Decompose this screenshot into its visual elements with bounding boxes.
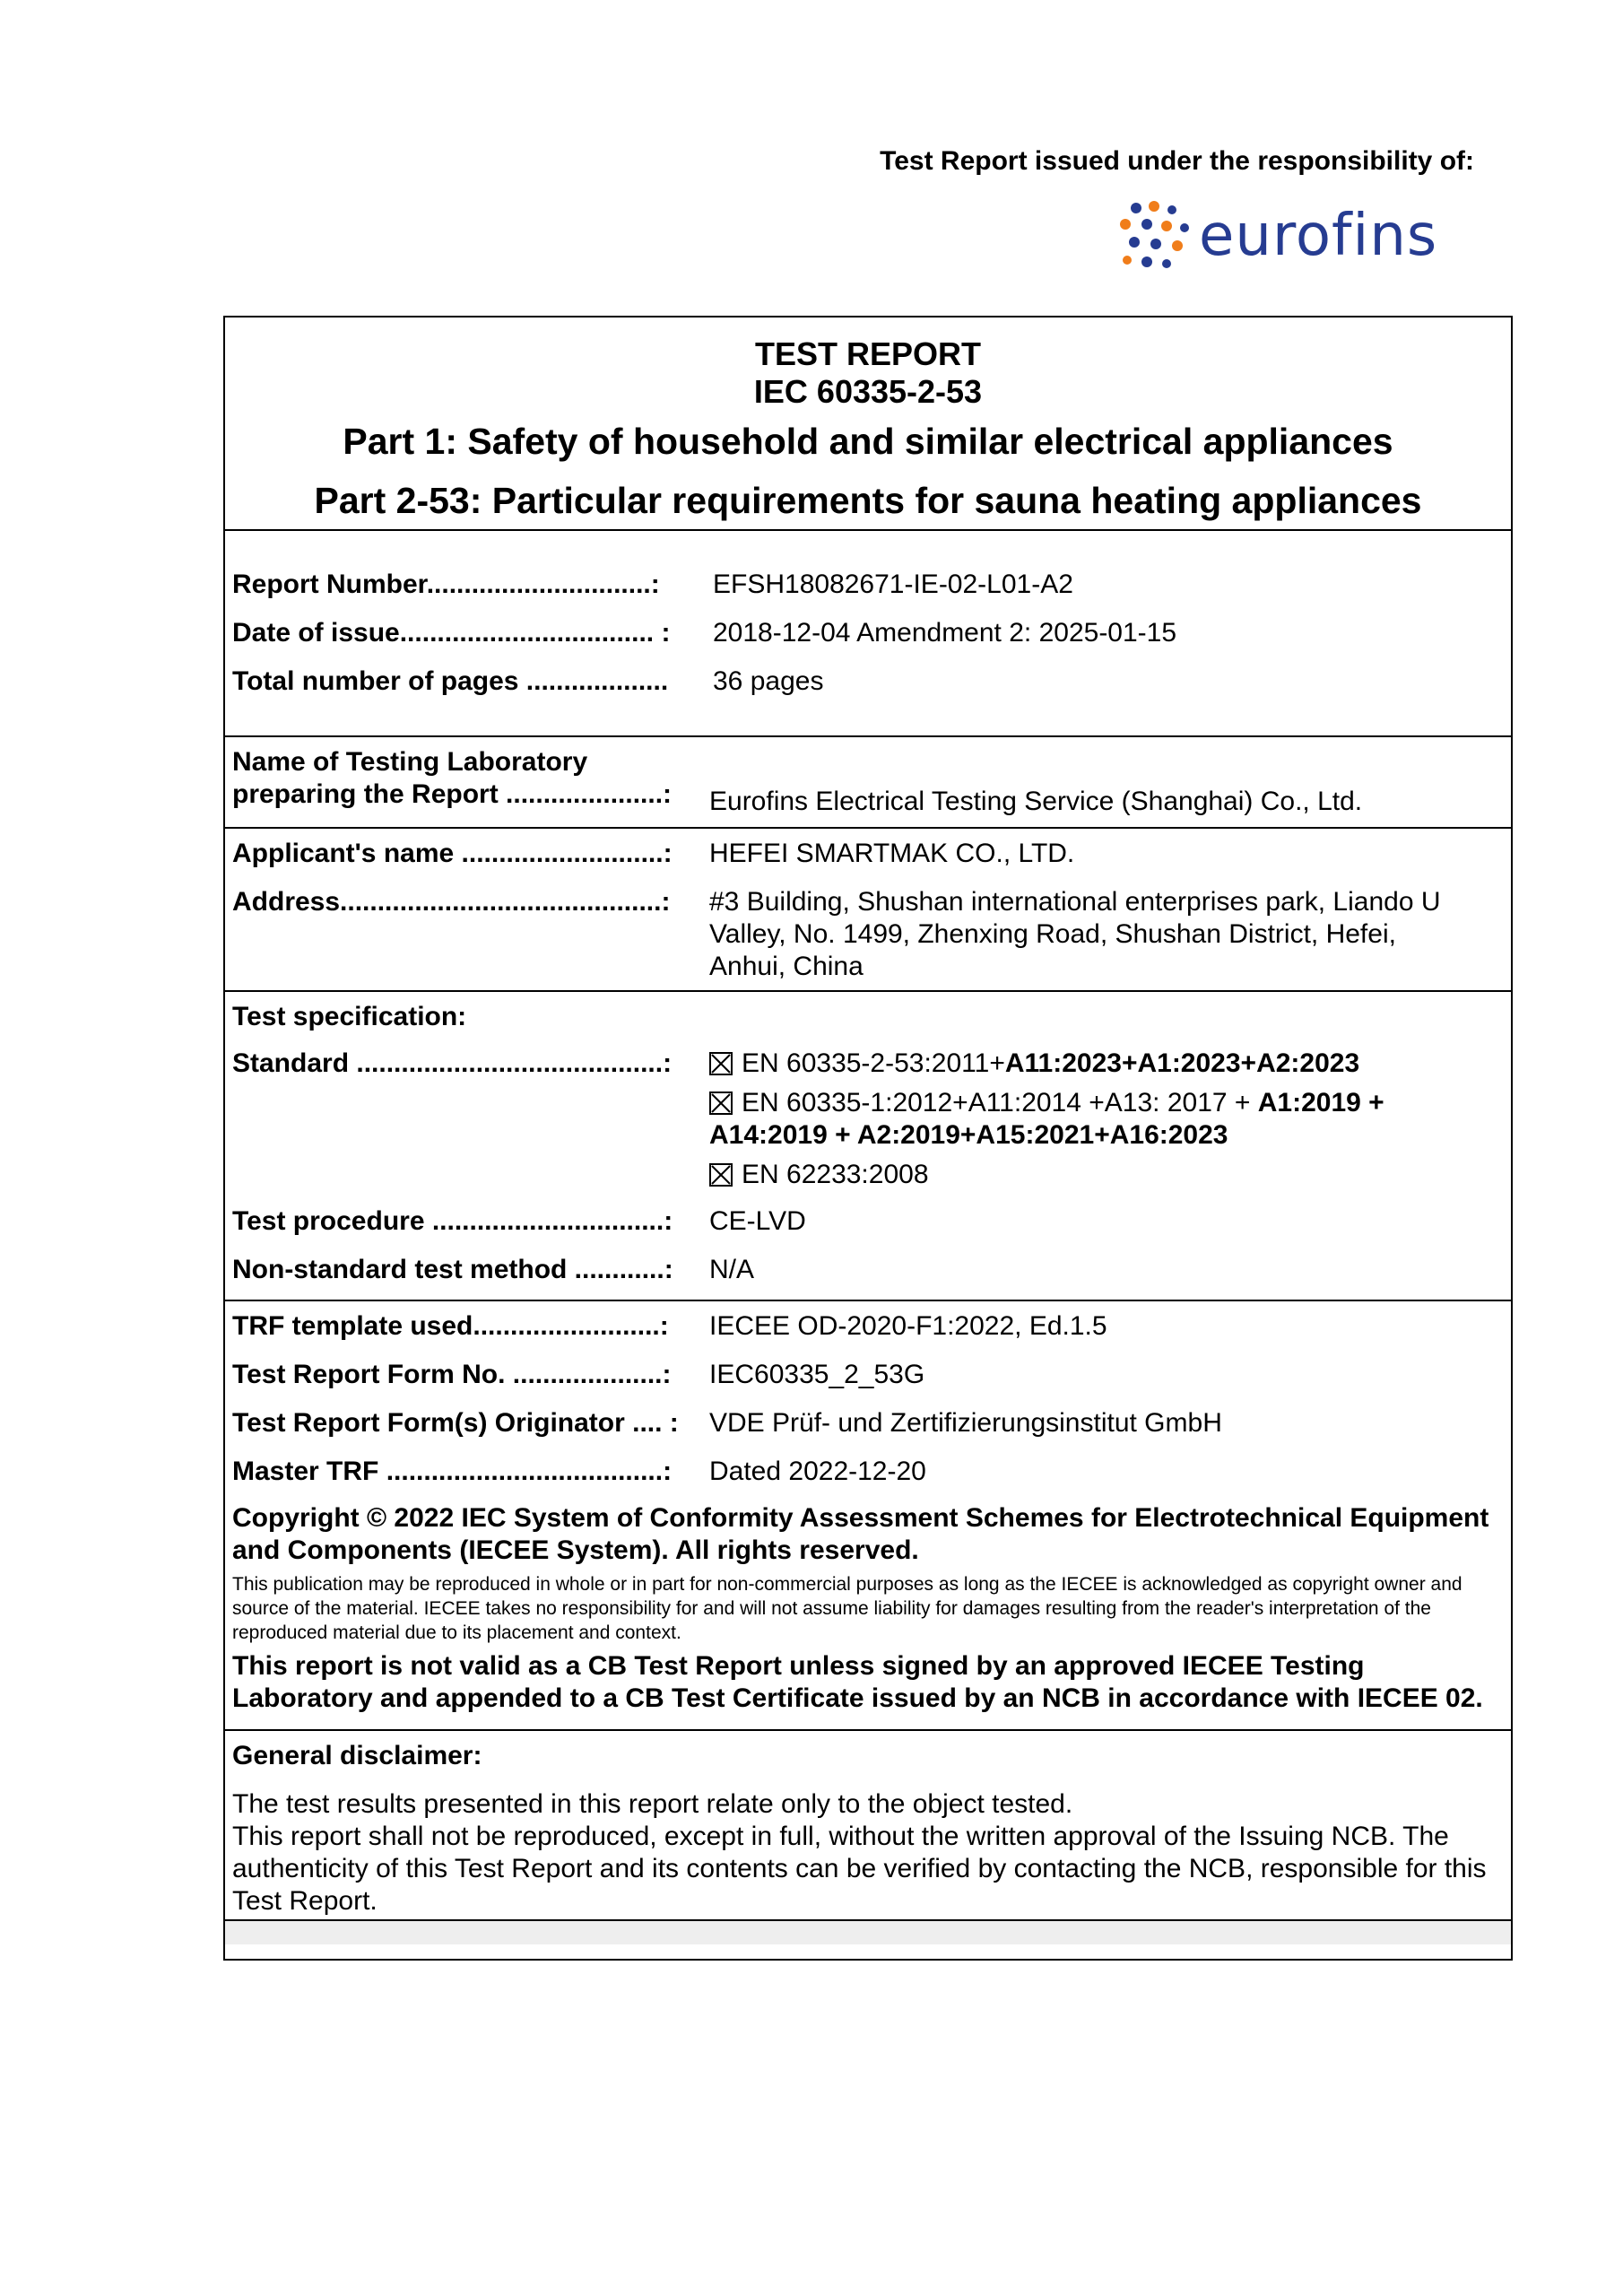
- title-block: [225, 317, 1511, 531]
- standard-label: Standard .........................................:: [232, 1048, 673, 1078]
- master-trf-value: Dated 2022-12-20: [709, 1457, 926, 1486]
- standard-3-text: EN 62233:2008: [742, 1160, 929, 1189]
- validity-notice: This report is not valid as a CB Test Report unless signed by an approved IECEE Testing Laboratory and appended to a CB Test Certificate issued by an NCB in accordance with IECEE 02.: [232, 1651, 1483, 1713]
- lab-label-line2: preparing the Report .....................:: [232, 779, 673, 809]
- test-report-form-label: Test Report Form No. ....................:: [232, 1360, 672, 1389]
- trf-section: [225, 1301, 1511, 1731]
- standard-item-3: [709, 1159, 1511, 1191]
- eurofins-logo: [1116, 199, 1480, 273]
- address-line-1: #3 Building, Shushan international enterprises park, Liando U: [709, 887, 1441, 917]
- title-test-report: TEST REPORT: [754, 335, 982, 372]
- title-part-1: Part 1: Safety of household and similar electrical appliances: [343, 421, 1393, 462]
- publication-note: This publication may be reproduced in whole or in part for non-commercial purposes as long as the IECEE is acknowledged as copyright owner and source of the material. IECEE takes no responsibility for and will not assume liability for damages resulting from the reader's interpretation of the reproduced material due to its placement and context.: [232, 1574, 1462, 1643]
- address-value: [691, 886, 1511, 983]
- disclaimer-section: [225, 1731, 1511, 1921]
- checked-box-icon: [709, 1091, 733, 1115]
- lab-label-line1: Name of Testing Laboratory: [232, 747, 588, 777]
- standard-1-amendments: A11:2023+A1:2023+A2:2023: [1004, 1048, 1360, 1078]
- form-originator-label: Test Report Form(s) Originator .... :: [232, 1408, 679, 1438]
- address-line-2: Valley, No. 1499, Zhenxing Road, Shushan District, Hefei,: [709, 919, 1396, 949]
- master-trf-label: Master TRF .....................................:: [232, 1457, 673, 1486]
- trf-template-value: IECEE OD-2020-F1:2022, Ed.1.5: [709, 1311, 1107, 1341]
- report-number-label: Report Number..............................:: [232, 570, 660, 599]
- table-footer-strip: [225, 1921, 1511, 1944]
- standard-2-amendments: A1:2019 +: [1257, 1088, 1384, 1118]
- form-originator-value: VDE Prüf- und Zertifizierungsinstitut GmbH: [709, 1408, 1222, 1438]
- standard-1-text: EN 60335-2-53:2011+: [742, 1048, 1005, 1078]
- test-specification-heading: Test specification:: [232, 1002, 467, 1031]
- title-part-2-53: Part 2-53: Particular requirements for sauna heating appliances: [314, 480, 1422, 521]
- disclaimer-line-1: The test results presented in this report relate only to the object tested.: [232, 1789, 1073, 1819]
- lab-section: [225, 737, 1511, 829]
- eurofins-dots-logo-icon: [1116, 199, 1192, 273]
- test-specification-section: [225, 992, 1511, 1301]
- standard-item-1: [709, 1048, 1511, 1080]
- copyright-notice: Copyright © 2022 IEC System of Conformity Assessment Schemes for Electrotechnical Equipment and Components (IECEE System). All rights reserved.: [232, 1503, 1489, 1565]
- lab-name-value: Eurofins Electrical Testing Service (Shanghai) Co., Ltd.: [709, 787, 1363, 816]
- trf-template-label: TRF template used.........................:: [232, 1311, 669, 1341]
- standard-item-2: [709, 1087, 1511, 1119]
- address-line-3: Anhui, China: [709, 952, 864, 981]
- report-info-section: [225, 531, 1511, 737]
- date-of-issue-label: Date of issue.................................. :: [232, 618, 671, 648]
- test-procedure-value: CE-LVD: [709, 1206, 806, 1236]
- applicant-section: [225, 829, 1511, 992]
- non-standard-method-label: Non-standard test method ............:: [232, 1255, 673, 1284]
- title-standard: IEC 60335-2-53: [753, 373, 983, 410]
- disclaimer-line-2: This report shall not be reproduced, except in full, without the written approval of the Issuing NCB. The authenticity of this Test Report and its contents can be verified by contacting the NCB, responsible for this Test Report.: [232, 1822, 1487, 1916]
- standard-2-amendments-line2: A14:2019 + A2:2019+A15:2021+A16:2023: [709, 1120, 1228, 1150]
- disclaimer-heading: General disclaimer:: [232, 1741, 482, 1770]
- date-of-issue-value: 2018-12-04 Amendment 2: 2025-01-15: [713, 618, 1177, 648]
- non-standard-method-value: N/A: [709, 1255, 755, 1284]
- total-pages-value: 36 pages: [713, 666, 824, 696]
- standards-list: [691, 1048, 1511, 1191]
- checked-box-icon: [709, 1052, 733, 1075]
- applicant-name-label: Applicant's name ...........................:: [232, 839, 673, 868]
- total-pages-label: Total number of pages ...................: [232, 666, 669, 696]
- report-cover-table: [223, 316, 1513, 1961]
- applicant-name-value: HEFEI SMARTMAK CO., LTD.: [709, 839, 1075, 868]
- address-label: Address...........................................:: [232, 887, 671, 917]
- test-procedure-label: Test procedure ...............................:: [232, 1206, 673, 1236]
- checked-box-icon: [709, 1163, 733, 1187]
- standard-2-text: EN 60335-1:2012+A11:2014 +A13: 2017 +: [742, 1088, 1258, 1118]
- logo-wordmark: eurofins: [1199, 203, 1438, 269]
- responsibility-statement: Test Report issued under the responsibility of:: [880, 146, 1474, 176]
- report-number-value: EFSH18082671-IE-02-L01-A2: [713, 570, 1073, 599]
- test-report-form-value: IEC60335_2_53G: [709, 1360, 925, 1389]
